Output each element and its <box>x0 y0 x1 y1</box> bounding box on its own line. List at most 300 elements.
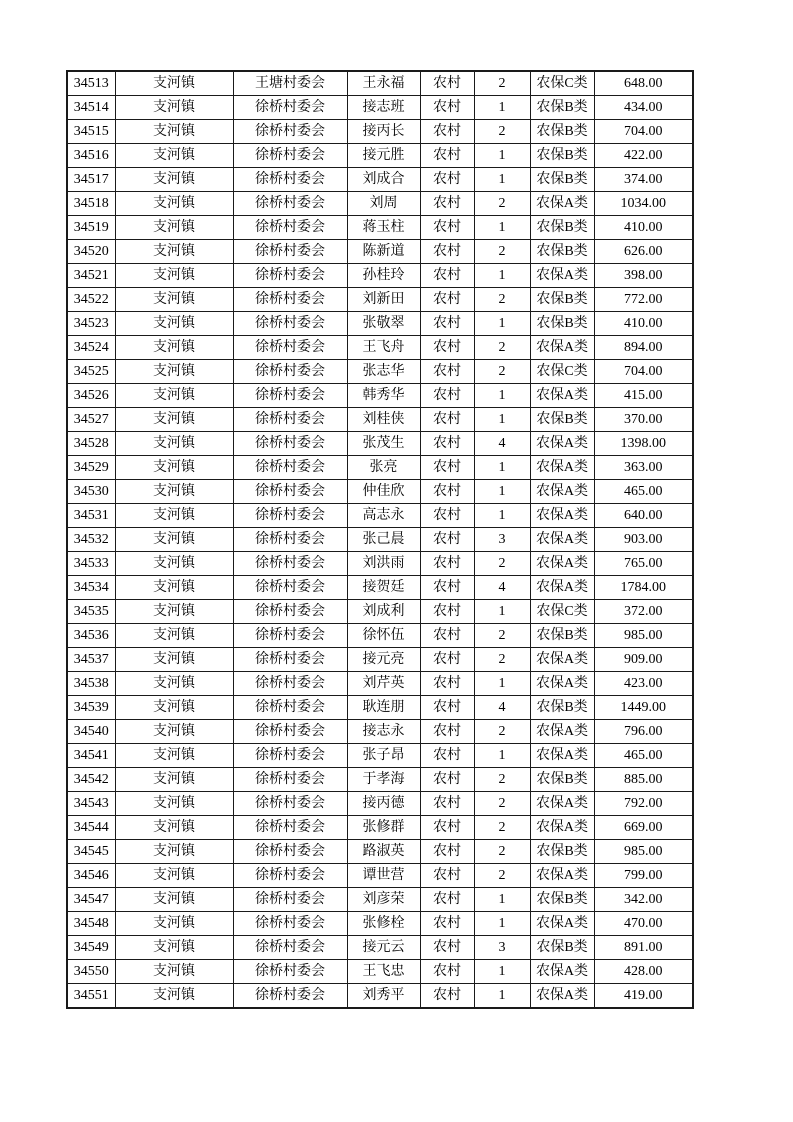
cell-person-count: 1 <box>474 480 530 504</box>
cell-village-committee: 徐桥村委会 <box>233 144 347 168</box>
cell-residence-type: 农村 <box>420 456 474 480</box>
cell-residence-type: 农村 <box>420 624 474 648</box>
cell-residence-type: 农村 <box>420 96 474 120</box>
cell-village-committee: 徐桥村委会 <box>233 720 347 744</box>
cell-village-committee: 徐桥村委会 <box>233 504 347 528</box>
cell-town: 支河镇 <box>115 720 233 744</box>
cell-serial-number: 34551 <box>67 984 115 1009</box>
cell-residence-type: 农村 <box>420 744 474 768</box>
records-table-body <box>67 71 693 1008</box>
cell-person-name: 张茂生 <box>347 432 420 456</box>
table-row <box>67 408 693 432</box>
table-row <box>67 696 693 720</box>
table-row <box>67 840 693 864</box>
cell-person-count: 1 <box>474 96 530 120</box>
cell-serial-number: 34550 <box>67 960 115 984</box>
cell-insurance-category: 农保A类 <box>530 264 594 288</box>
table-row <box>67 192 693 216</box>
cell-person-count: 1 <box>474 960 530 984</box>
cell-serial-number: 34534 <box>67 576 115 600</box>
cell-residence-type: 农村 <box>420 840 474 864</box>
cell-insurance-category: 农保A类 <box>530 720 594 744</box>
cell-village-committee: 徐桥村委会 <box>233 936 347 960</box>
cell-residence-type: 农村 <box>420 816 474 840</box>
cell-residence-type: 农村 <box>420 120 474 144</box>
table-row <box>67 816 693 840</box>
table-row <box>67 216 693 240</box>
cell-person-name: 王永福 <box>347 71 420 96</box>
cell-person-count: 2 <box>474 120 530 144</box>
cell-residence-type: 农村 <box>420 432 474 456</box>
cell-residence-type: 农村 <box>420 71 474 96</box>
cell-person-count: 1 <box>474 456 530 480</box>
cell-serial-number: 34522 <box>67 288 115 312</box>
cell-residence-type: 农村 <box>420 216 474 240</box>
table-row <box>67 360 693 384</box>
cell-insurance-category: 农保B类 <box>530 888 594 912</box>
cell-person-name: 刘桂侠 <box>347 408 420 432</box>
cell-serial-number: 34544 <box>67 816 115 840</box>
cell-insurance-category: 农保A类 <box>530 384 594 408</box>
cell-insurance-category: 农保A类 <box>530 816 594 840</box>
cell-person-count: 2 <box>474 864 530 888</box>
cell-insurance-category: 农保C类 <box>530 600 594 624</box>
cell-village-committee: 徐桥村委会 <box>233 840 347 864</box>
cell-person-count: 2 <box>474 816 530 840</box>
table-row <box>67 672 693 696</box>
cell-town: 支河镇 <box>115 912 233 936</box>
cell-town: 支河镇 <box>115 600 233 624</box>
cell-insurance-category: 农保B类 <box>530 240 594 264</box>
cell-amount: 669.00 <box>594 816 693 840</box>
cell-town: 支河镇 <box>115 816 233 840</box>
cell-village-committee: 徐桥村委会 <box>233 456 347 480</box>
cell-residence-type: 农村 <box>420 360 474 384</box>
cell-village-committee: 徐桥村委会 <box>233 192 347 216</box>
cell-amount: 792.00 <box>594 792 693 816</box>
table-row <box>67 648 693 672</box>
cell-person-count: 1 <box>474 216 530 240</box>
cell-village-committee: 徐桥村委会 <box>233 360 347 384</box>
cell-amount: 1398.00 <box>594 432 693 456</box>
cell-town: 支河镇 <box>115 168 233 192</box>
table-row <box>67 480 693 504</box>
cell-serial-number: 34524 <box>67 336 115 360</box>
cell-person-name: 接元云 <box>347 936 420 960</box>
cell-serial-number: 34515 <box>67 120 115 144</box>
table-row <box>67 432 693 456</box>
cell-serial-number: 34521 <box>67 264 115 288</box>
cell-person-count: 2 <box>474 648 530 672</box>
cell-person-count: 1 <box>474 744 530 768</box>
cell-serial-number: 34523 <box>67 312 115 336</box>
cell-amount: 796.00 <box>594 720 693 744</box>
cell-village-committee: 徐桥村委会 <box>233 672 347 696</box>
cell-serial-number: 34538 <box>67 672 115 696</box>
cell-person-count: 2 <box>474 624 530 648</box>
cell-residence-type: 农村 <box>420 912 474 936</box>
cell-serial-number: 34531 <box>67 504 115 528</box>
cell-person-name: 陈新道 <box>347 240 420 264</box>
cell-insurance-category: 农保A类 <box>530 528 594 552</box>
cell-amount: 1449.00 <box>594 696 693 720</box>
cell-town: 支河镇 <box>115 648 233 672</box>
cell-village-committee: 徐桥村委会 <box>233 960 347 984</box>
cell-serial-number: 34546 <box>67 864 115 888</box>
cell-person-name: 王飞忠 <box>347 960 420 984</box>
cell-village-committee: 徐桥村委会 <box>233 264 347 288</box>
cell-person-count: 2 <box>474 792 530 816</box>
cell-town: 支河镇 <box>115 504 233 528</box>
table-row <box>67 264 693 288</box>
cell-person-name: 高志永 <box>347 504 420 528</box>
cell-residence-type: 农村 <box>420 888 474 912</box>
cell-village-committee: 徐桥村委会 <box>233 96 347 120</box>
table-row <box>67 984 693 1009</box>
cell-serial-number: 34545 <box>67 840 115 864</box>
cell-person-count: 1 <box>474 408 530 432</box>
table-row <box>67 624 693 648</box>
table-row <box>67 600 693 624</box>
table-row <box>67 120 693 144</box>
cell-person-count: 2 <box>474 552 530 576</box>
cell-village-committee: 徐桥村委会 <box>233 432 347 456</box>
cell-person-name: 刘洪雨 <box>347 552 420 576</box>
cell-insurance-category: 农保B类 <box>530 216 594 240</box>
cell-residence-type: 农村 <box>420 336 474 360</box>
cell-town: 支河镇 <box>115 792 233 816</box>
cell-person-name: 路淑英 <box>347 840 420 864</box>
cell-serial-number: 34517 <box>67 168 115 192</box>
cell-serial-number: 34533 <box>67 552 115 576</box>
table-row <box>67 744 693 768</box>
cell-person-name: 蒋玉柱 <box>347 216 420 240</box>
cell-serial-number: 34539 <box>67 696 115 720</box>
cell-serial-number: 34548 <box>67 912 115 936</box>
table-row <box>67 768 693 792</box>
cell-person-name: 王飞舟 <box>347 336 420 360</box>
table-row <box>67 144 693 168</box>
cell-person-count: 2 <box>474 360 530 384</box>
cell-person-name: 徐怀伍 <box>347 624 420 648</box>
cell-person-name: 谭世营 <box>347 864 420 888</box>
cell-town: 支河镇 <box>115 768 233 792</box>
cell-serial-number: 34519 <box>67 216 115 240</box>
cell-residence-type: 农村 <box>420 480 474 504</box>
cell-person-name: 张志华 <box>347 360 420 384</box>
cell-person-count: 1 <box>474 264 530 288</box>
cell-serial-number: 34527 <box>67 408 115 432</box>
table-row <box>67 792 693 816</box>
cell-serial-number: 34526 <box>67 384 115 408</box>
cell-town: 支河镇 <box>115 288 233 312</box>
cell-insurance-category: 农保A类 <box>530 552 594 576</box>
cell-person-count: 1 <box>474 672 530 696</box>
cell-serial-number: 34520 <box>67 240 115 264</box>
cell-insurance-category: 农保A类 <box>530 576 594 600</box>
cell-amount: 410.00 <box>594 216 693 240</box>
cell-residence-type: 农村 <box>420 552 474 576</box>
cell-amount: 428.00 <box>594 960 693 984</box>
cell-serial-number: 34513 <box>67 71 115 96</box>
cell-amount: 1784.00 <box>594 576 693 600</box>
table-row <box>67 912 693 936</box>
cell-amount: 423.00 <box>594 672 693 696</box>
cell-village-committee: 徐桥村委会 <box>233 120 347 144</box>
cell-insurance-category: 农保B类 <box>530 144 594 168</box>
cell-insurance-category: 农保A类 <box>530 912 594 936</box>
cell-amount: 885.00 <box>594 768 693 792</box>
cell-town: 支河镇 <box>115 624 233 648</box>
cell-town: 支河镇 <box>115 384 233 408</box>
cell-insurance-category: 农保A类 <box>530 192 594 216</box>
cell-serial-number: 34547 <box>67 888 115 912</box>
cell-insurance-category: 农保A类 <box>530 672 594 696</box>
cell-insurance-category: 农保B类 <box>530 168 594 192</box>
cell-serial-number: 34529 <box>67 456 115 480</box>
cell-town: 支河镇 <box>115 840 233 864</box>
cell-insurance-category: 农保C类 <box>530 71 594 96</box>
cell-amount: 419.00 <box>594 984 693 1009</box>
cell-village-committee: 徐桥村委会 <box>233 696 347 720</box>
cell-insurance-category: 农保B类 <box>530 120 594 144</box>
cell-amount: 465.00 <box>594 480 693 504</box>
cell-village-committee: 徐桥村委会 <box>233 216 347 240</box>
cell-person-name: 张修栓 <box>347 912 420 936</box>
cell-amount: 374.00 <box>594 168 693 192</box>
cell-residence-type: 农村 <box>420 312 474 336</box>
cell-village-committee: 徐桥村委会 <box>233 984 347 1009</box>
cell-insurance-category: 农保A类 <box>530 792 594 816</box>
cell-person-name: 孙桂玲 <box>347 264 420 288</box>
cell-serial-number: 34514 <box>67 96 115 120</box>
cell-town: 支河镇 <box>115 408 233 432</box>
cell-person-name: 刘彦荣 <box>347 888 420 912</box>
cell-residence-type: 农村 <box>420 960 474 984</box>
cell-insurance-category: 农保B类 <box>530 312 594 336</box>
cell-person-name: 接元胜 <box>347 144 420 168</box>
cell-serial-number: 34541 <box>67 744 115 768</box>
cell-village-committee: 徐桥村委会 <box>233 648 347 672</box>
cell-village-committee: 王塘村委会 <box>233 71 347 96</box>
cell-town: 支河镇 <box>115 576 233 600</box>
cell-insurance-category: 农保A类 <box>530 744 594 768</box>
cell-village-committee: 徐桥村委会 <box>233 576 347 600</box>
cell-person-count: 2 <box>474 192 530 216</box>
cell-village-committee: 徐桥村委会 <box>233 912 347 936</box>
cell-person-name: 刘秀平 <box>347 984 420 1009</box>
cell-village-committee: 徐桥村委会 <box>233 792 347 816</box>
table-row <box>67 456 693 480</box>
cell-person-count: 1 <box>474 504 530 528</box>
cell-person-name: 刘成利 <box>347 600 420 624</box>
cell-insurance-category: 农保B类 <box>530 288 594 312</box>
cell-amount: 985.00 <box>594 840 693 864</box>
cell-serial-number: 34532 <box>67 528 115 552</box>
cell-town: 支河镇 <box>115 744 233 768</box>
cell-person-name: 接贺廷 <box>347 576 420 600</box>
cell-amount: 415.00 <box>594 384 693 408</box>
cell-village-committee: 徐桥村委会 <box>233 240 347 264</box>
cell-town: 支河镇 <box>115 864 233 888</box>
cell-person-name: 仲佳欣 <box>347 480 420 504</box>
cell-person-count: 1 <box>474 912 530 936</box>
cell-person-count: 4 <box>474 576 530 600</box>
cell-village-committee: 徐桥村委会 <box>233 744 347 768</box>
cell-amount: 410.00 <box>594 312 693 336</box>
cell-residence-type: 农村 <box>420 576 474 600</box>
cell-person-count: 1 <box>474 600 530 624</box>
cell-insurance-category: 农保A类 <box>530 336 594 360</box>
cell-person-name: 接元亮 <box>347 648 420 672</box>
table-row <box>67 336 693 360</box>
cell-town: 支河镇 <box>115 192 233 216</box>
cell-insurance-category: 农保B类 <box>530 408 594 432</box>
cell-village-committee: 徐桥村委会 <box>233 168 347 192</box>
cell-residence-type: 农村 <box>420 792 474 816</box>
cell-amount: 372.00 <box>594 600 693 624</box>
cell-serial-number: 34543 <box>67 792 115 816</box>
cell-amount: 342.00 <box>594 888 693 912</box>
cell-village-committee: 徐桥村委会 <box>233 624 347 648</box>
cell-residence-type: 农村 <box>420 504 474 528</box>
cell-town: 支河镇 <box>115 480 233 504</box>
cell-residence-type: 农村 <box>420 648 474 672</box>
cell-village-committee: 徐桥村委会 <box>233 768 347 792</box>
table-row <box>67 384 693 408</box>
cell-town: 支河镇 <box>115 360 233 384</box>
cell-town: 支河镇 <box>115 240 233 264</box>
table-row <box>67 504 693 528</box>
cell-insurance-category: 农保B类 <box>530 768 594 792</box>
cell-insurance-category: 农保A类 <box>530 864 594 888</box>
cell-residence-type: 农村 <box>420 984 474 1009</box>
cell-town: 支河镇 <box>115 120 233 144</box>
table-row <box>67 960 693 984</box>
table-row <box>67 552 693 576</box>
cell-amount: 903.00 <box>594 528 693 552</box>
table-row <box>67 71 693 96</box>
cell-person-name: 耿连朋 <box>347 696 420 720</box>
cell-residence-type: 农村 <box>420 720 474 744</box>
cell-person-name: 张己晨 <box>347 528 420 552</box>
cell-serial-number: 34516 <box>67 144 115 168</box>
cell-insurance-category: 农保A类 <box>530 648 594 672</box>
table-row <box>67 864 693 888</box>
table-row <box>67 312 693 336</box>
cell-insurance-category: 农保A类 <box>530 504 594 528</box>
cell-village-committee: 徐桥村委会 <box>233 336 347 360</box>
cell-residence-type: 农村 <box>420 144 474 168</box>
cell-serial-number: 34528 <box>67 432 115 456</box>
cell-town: 支河镇 <box>115 696 233 720</box>
cell-person-count: 2 <box>474 288 530 312</box>
cell-town: 支河镇 <box>115 936 233 960</box>
cell-serial-number: 34536 <box>67 624 115 648</box>
cell-serial-number: 34530 <box>67 480 115 504</box>
cell-insurance-category: 农保A类 <box>530 960 594 984</box>
cell-insurance-category: 农保A类 <box>530 480 594 504</box>
table-row <box>67 288 693 312</box>
cell-amount: 398.00 <box>594 264 693 288</box>
cell-amount: 772.00 <box>594 288 693 312</box>
cell-residence-type: 农村 <box>420 192 474 216</box>
cell-person-name: 张子昂 <box>347 744 420 768</box>
cell-person-count: 2 <box>474 336 530 360</box>
cell-person-count: 1 <box>474 168 530 192</box>
cell-person-name: 张修群 <box>347 816 420 840</box>
cell-amount: 470.00 <box>594 912 693 936</box>
cell-person-count: 2 <box>474 720 530 744</box>
cell-town: 支河镇 <box>115 264 233 288</box>
table-row <box>67 936 693 960</box>
cell-amount: 363.00 <box>594 456 693 480</box>
cell-person-count: 3 <box>474 528 530 552</box>
cell-village-committee: 徐桥村委会 <box>233 288 347 312</box>
cell-person-name: 接丙长 <box>347 120 420 144</box>
table-row <box>67 96 693 120</box>
cell-person-count: 2 <box>474 840 530 864</box>
cell-amount: 640.00 <box>594 504 693 528</box>
cell-person-name: 刘芹英 <box>347 672 420 696</box>
cell-village-committee: 徐桥村委会 <box>233 312 347 336</box>
cell-amount: 465.00 <box>594 744 693 768</box>
cell-amount: 891.00 <box>594 936 693 960</box>
cell-town: 支河镇 <box>115 960 233 984</box>
cell-residence-type: 农村 <box>420 672 474 696</box>
cell-insurance-category: 农保B类 <box>530 96 594 120</box>
cell-person-count: 3 <box>474 936 530 960</box>
table-row <box>67 528 693 552</box>
cell-person-name: 张亮 <box>347 456 420 480</box>
cell-insurance-category: 农保B类 <box>530 696 594 720</box>
cell-amount: 626.00 <box>594 240 693 264</box>
cell-residence-type: 农村 <box>420 864 474 888</box>
cell-village-committee: 徐桥村委会 <box>233 816 347 840</box>
cell-town: 支河镇 <box>115 528 233 552</box>
cell-residence-type: 农村 <box>420 768 474 792</box>
cell-person-count: 4 <box>474 696 530 720</box>
cell-town: 支河镇 <box>115 552 233 576</box>
cell-village-committee: 徐桥村委会 <box>233 888 347 912</box>
table-row <box>67 240 693 264</box>
cell-insurance-category: 农保A类 <box>530 984 594 1009</box>
cell-serial-number: 34540 <box>67 720 115 744</box>
cell-amount: 799.00 <box>594 864 693 888</box>
cell-village-committee: 徐桥村委会 <box>233 552 347 576</box>
cell-serial-number: 34537 <box>67 648 115 672</box>
cell-residence-type: 农村 <box>420 288 474 312</box>
cell-person-name: 接丙德 <box>347 792 420 816</box>
cell-serial-number: 34549 <box>67 936 115 960</box>
cell-residence-type: 农村 <box>420 936 474 960</box>
cell-person-count: 1 <box>474 144 530 168</box>
cell-person-count: 1 <box>474 312 530 336</box>
cell-insurance-category: 农保B类 <box>530 624 594 648</box>
cell-person-name: 刘周 <box>347 192 420 216</box>
cell-residence-type: 农村 <box>420 600 474 624</box>
cell-serial-number: 34542 <box>67 768 115 792</box>
cell-residence-type: 农村 <box>420 408 474 432</box>
cell-insurance-category: 农保B类 <box>530 936 594 960</box>
cell-town: 支河镇 <box>115 71 233 96</box>
cell-residence-type: 农村 <box>420 528 474 552</box>
table-row <box>67 888 693 912</box>
cell-amount: 1034.00 <box>594 192 693 216</box>
cell-serial-number: 34525 <box>67 360 115 384</box>
cell-serial-number: 34518 <box>67 192 115 216</box>
cell-amount: 765.00 <box>594 552 693 576</box>
